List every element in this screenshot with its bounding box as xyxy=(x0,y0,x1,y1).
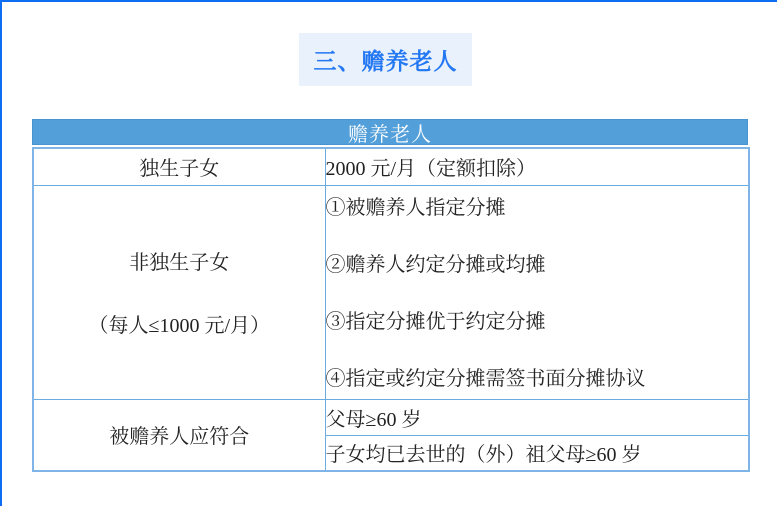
elderly-support-table xyxy=(32,119,748,472)
non-only-child-label-cell xyxy=(33,185,325,399)
rule-item-2: ②赡养人约定分摊或均摊 xyxy=(325,254,546,276)
non-only-child-rules-list xyxy=(326,191,749,391)
row-eligibility-parents xyxy=(33,399,749,435)
non-only-child-rules-cell xyxy=(325,185,749,399)
eligibility-label-cell: 被赡养人应符合 xyxy=(33,399,325,471)
row-only-child xyxy=(33,148,749,185)
rule-item-4: ④指定或约定分摊需签书面分摊协议 xyxy=(325,368,646,390)
eligibility-grandparents-cell: 子女均已去世的（外）祖父母≥60 岁 xyxy=(325,435,749,471)
section-title: 三、赡养老人 xyxy=(313,48,458,74)
only-child-label-cell: 独生子女 xyxy=(33,148,325,185)
table-grid xyxy=(32,147,750,472)
rule-item-1: ①被赡养人指定分摊 xyxy=(325,197,506,219)
only-child-value-cell: 2000 元/月（定额扣除） xyxy=(325,148,749,185)
rule-item-3: ③指定分摊优于约定分摊 xyxy=(325,311,546,333)
table-header-cell: 赡养老人 xyxy=(32,119,748,145)
eligibility-parents-cell: 父母≥60 岁 xyxy=(325,399,749,435)
non-only-child-label-line2: （每人≤1000 元/月） xyxy=(88,315,271,337)
row-non-only-child xyxy=(33,185,749,399)
non-only-child-label-line1: 非独生子女 xyxy=(129,252,230,274)
section-title-box xyxy=(299,33,472,86)
non-only-child-label-stack xyxy=(34,246,325,338)
